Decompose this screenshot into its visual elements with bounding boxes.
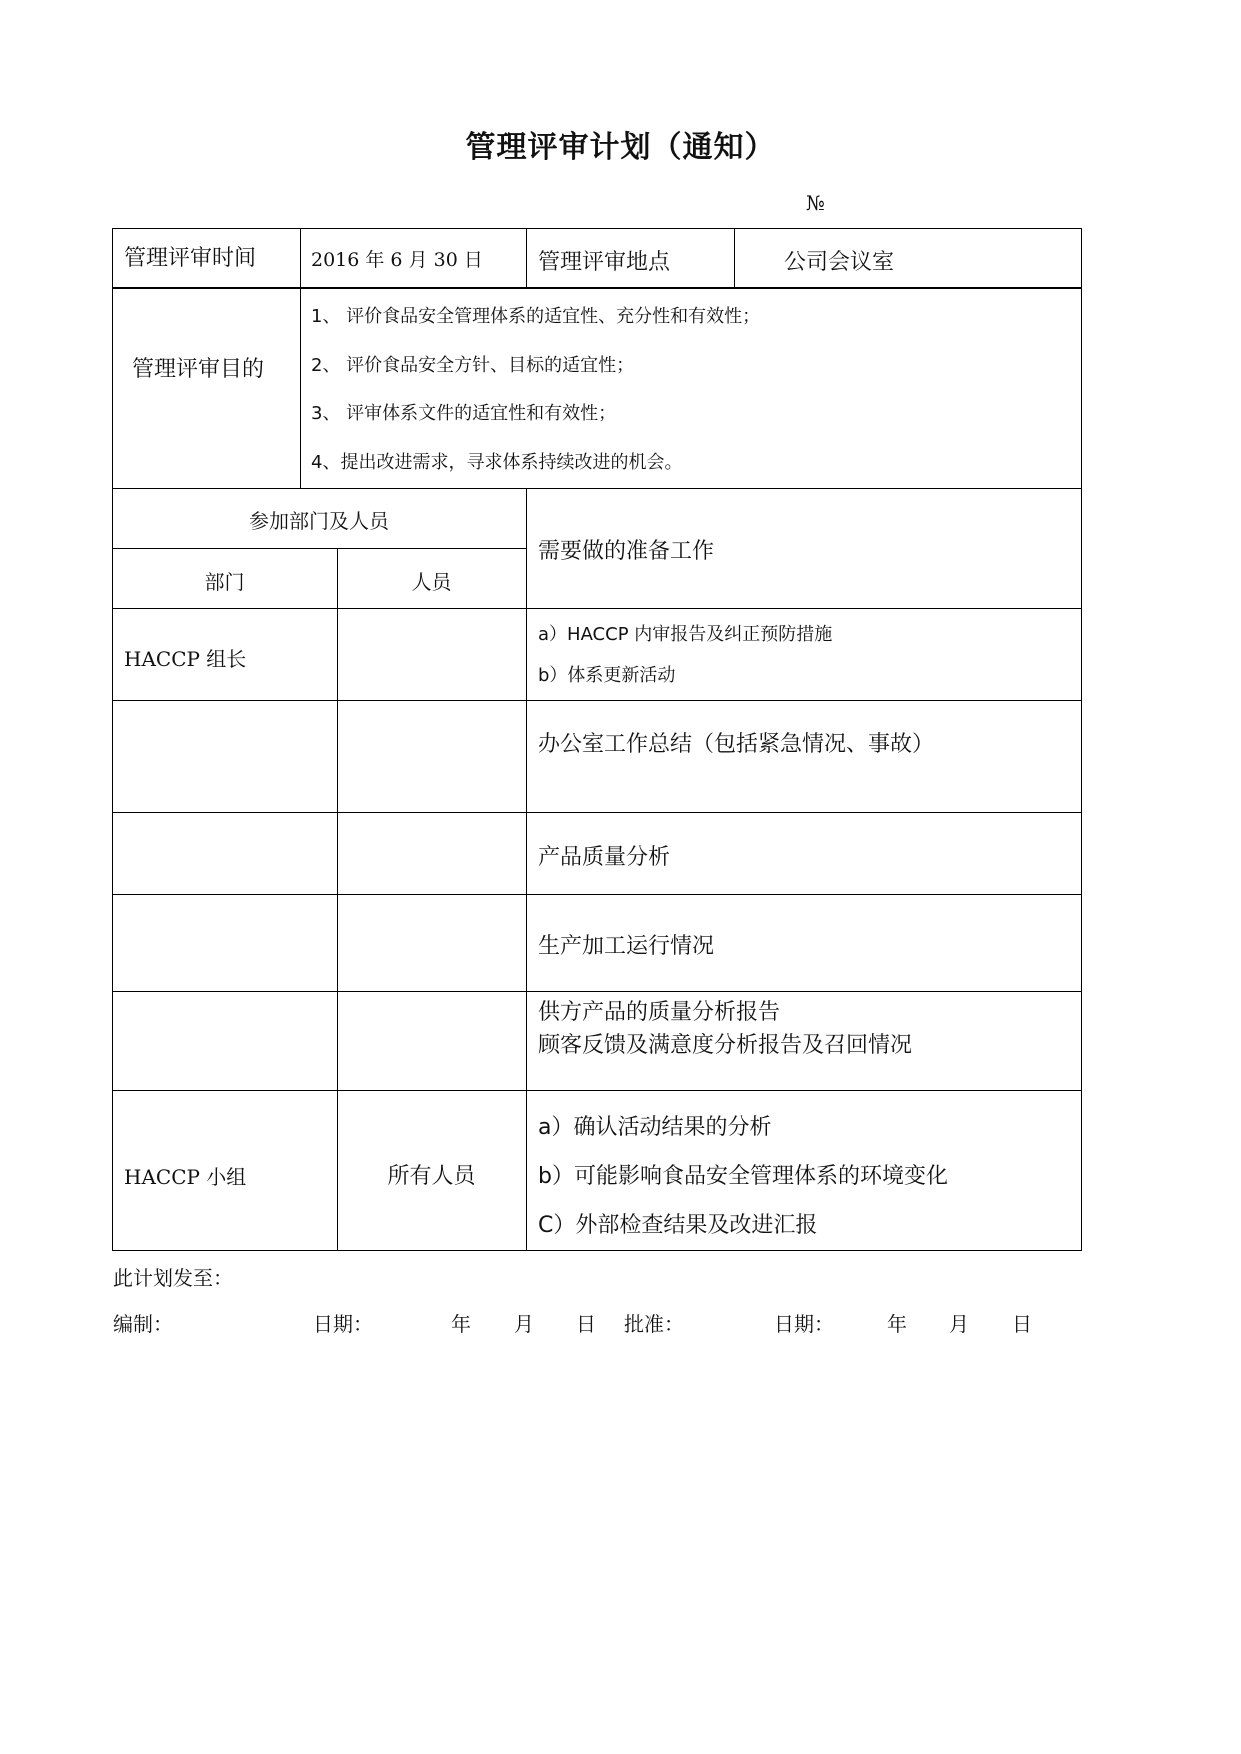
row-prep-item: 办公室工作总结（包括紧急情况、事故） [538, 732, 935, 757]
row-prep-item: 供方产品的质量分析报告 [538, 1000, 781, 1025]
date-label: 日期： [313, 1312, 373, 1336]
table-divider [112, 488, 1082, 489]
person-column-header: 人员 [411, 570, 452, 594]
sent-to-label: 此计划发至： [113, 1266, 233, 1290]
table-divider [112, 1090, 1082, 1091]
purpose-item: 4、提出改进需求，寻求体系持续改进的机会。 [311, 452, 683, 473]
table-divider [337, 548, 338, 1251]
review-place-label: 管理评审地点 [538, 250, 671, 275]
table-divider [112, 548, 526, 549]
day-label: 日 [1012, 1312, 1032, 1336]
review-time-value: 2016 年 6 月 30 日 [311, 249, 483, 271]
row-prep-item: b）体系更新活动 [538, 665, 676, 686]
table-divider [112, 287, 1082, 289]
number-mark: № [806, 191, 825, 215]
table-divider [526, 488, 527, 1251]
date-label: 日期： [774, 1312, 834, 1336]
year-label: 年 [451, 1312, 471, 1336]
row-prep-item: 产品质量分析 [538, 845, 671, 870]
table-border-bottom [112, 1250, 1082, 1251]
table-border-top [112, 228, 1082, 229]
row-prep-item: C）外部检查结果及改进汇报 [538, 1213, 818, 1238]
row-person: 所有人员 [387, 1164, 476, 1189]
table-divider [526, 228, 527, 288]
table-divider [112, 812, 1082, 813]
table-divider [112, 608, 1082, 609]
table-border-left [112, 228, 113, 1251]
prep-column-header: 需要做的准备工作 [538, 539, 715, 564]
purpose-item: 2、 评价食品安全方针、目标的适宜性； [311, 355, 635, 376]
table-divider [734, 228, 735, 288]
month-label: 月 [949, 1312, 969, 1336]
row-prep-item: 生产加工运行情况 [538, 934, 715, 959]
review-time-label: 管理评审时间 [124, 246, 257, 271]
row-prep-item: 顾客反馈及满意度分析报告及召回情况 [538, 1033, 913, 1058]
document-title: 管理评审计划（通知） [465, 130, 776, 165]
table-divider [112, 991, 1082, 992]
review-place-value: 公司会议室 [784, 250, 895, 275]
table-divider [300, 228, 301, 488]
row-prep-item: b）可能影响食品安全管理体系的环境变化 [538, 1164, 948, 1189]
approved-by-label: 批准： [624, 1312, 684, 1336]
month-label: 月 [514, 1312, 534, 1336]
row-prep-item: a）HACCP 内审报告及纠正预防措施 [538, 624, 833, 645]
row-prep-item: a）确认活动结果的分析 [538, 1115, 772, 1140]
table-divider [112, 700, 1082, 701]
dept-column-header: 部门 [204, 570, 245, 594]
row-dept: HACCP 小组 [124, 1165, 247, 1189]
compiled-by-label: 编制： [113, 1312, 173, 1336]
table-border-right [1081, 228, 1082, 1251]
purpose-item: 3、 评审体系文件的适宜性和有效性； [311, 403, 617, 424]
year-label: 年 [887, 1312, 907, 1336]
day-label: 日 [576, 1312, 596, 1336]
purpose-item: 1、 评价食品安全管理体系的适宜性、充分性和有效性； [311, 306, 761, 327]
table-divider [112, 894, 1082, 895]
review-purpose-label: 管理评审目的 [132, 357, 265, 382]
row-dept: HACCP 组长 [124, 647, 247, 671]
participants-header: 参加部门及人员 [249, 509, 389, 533]
